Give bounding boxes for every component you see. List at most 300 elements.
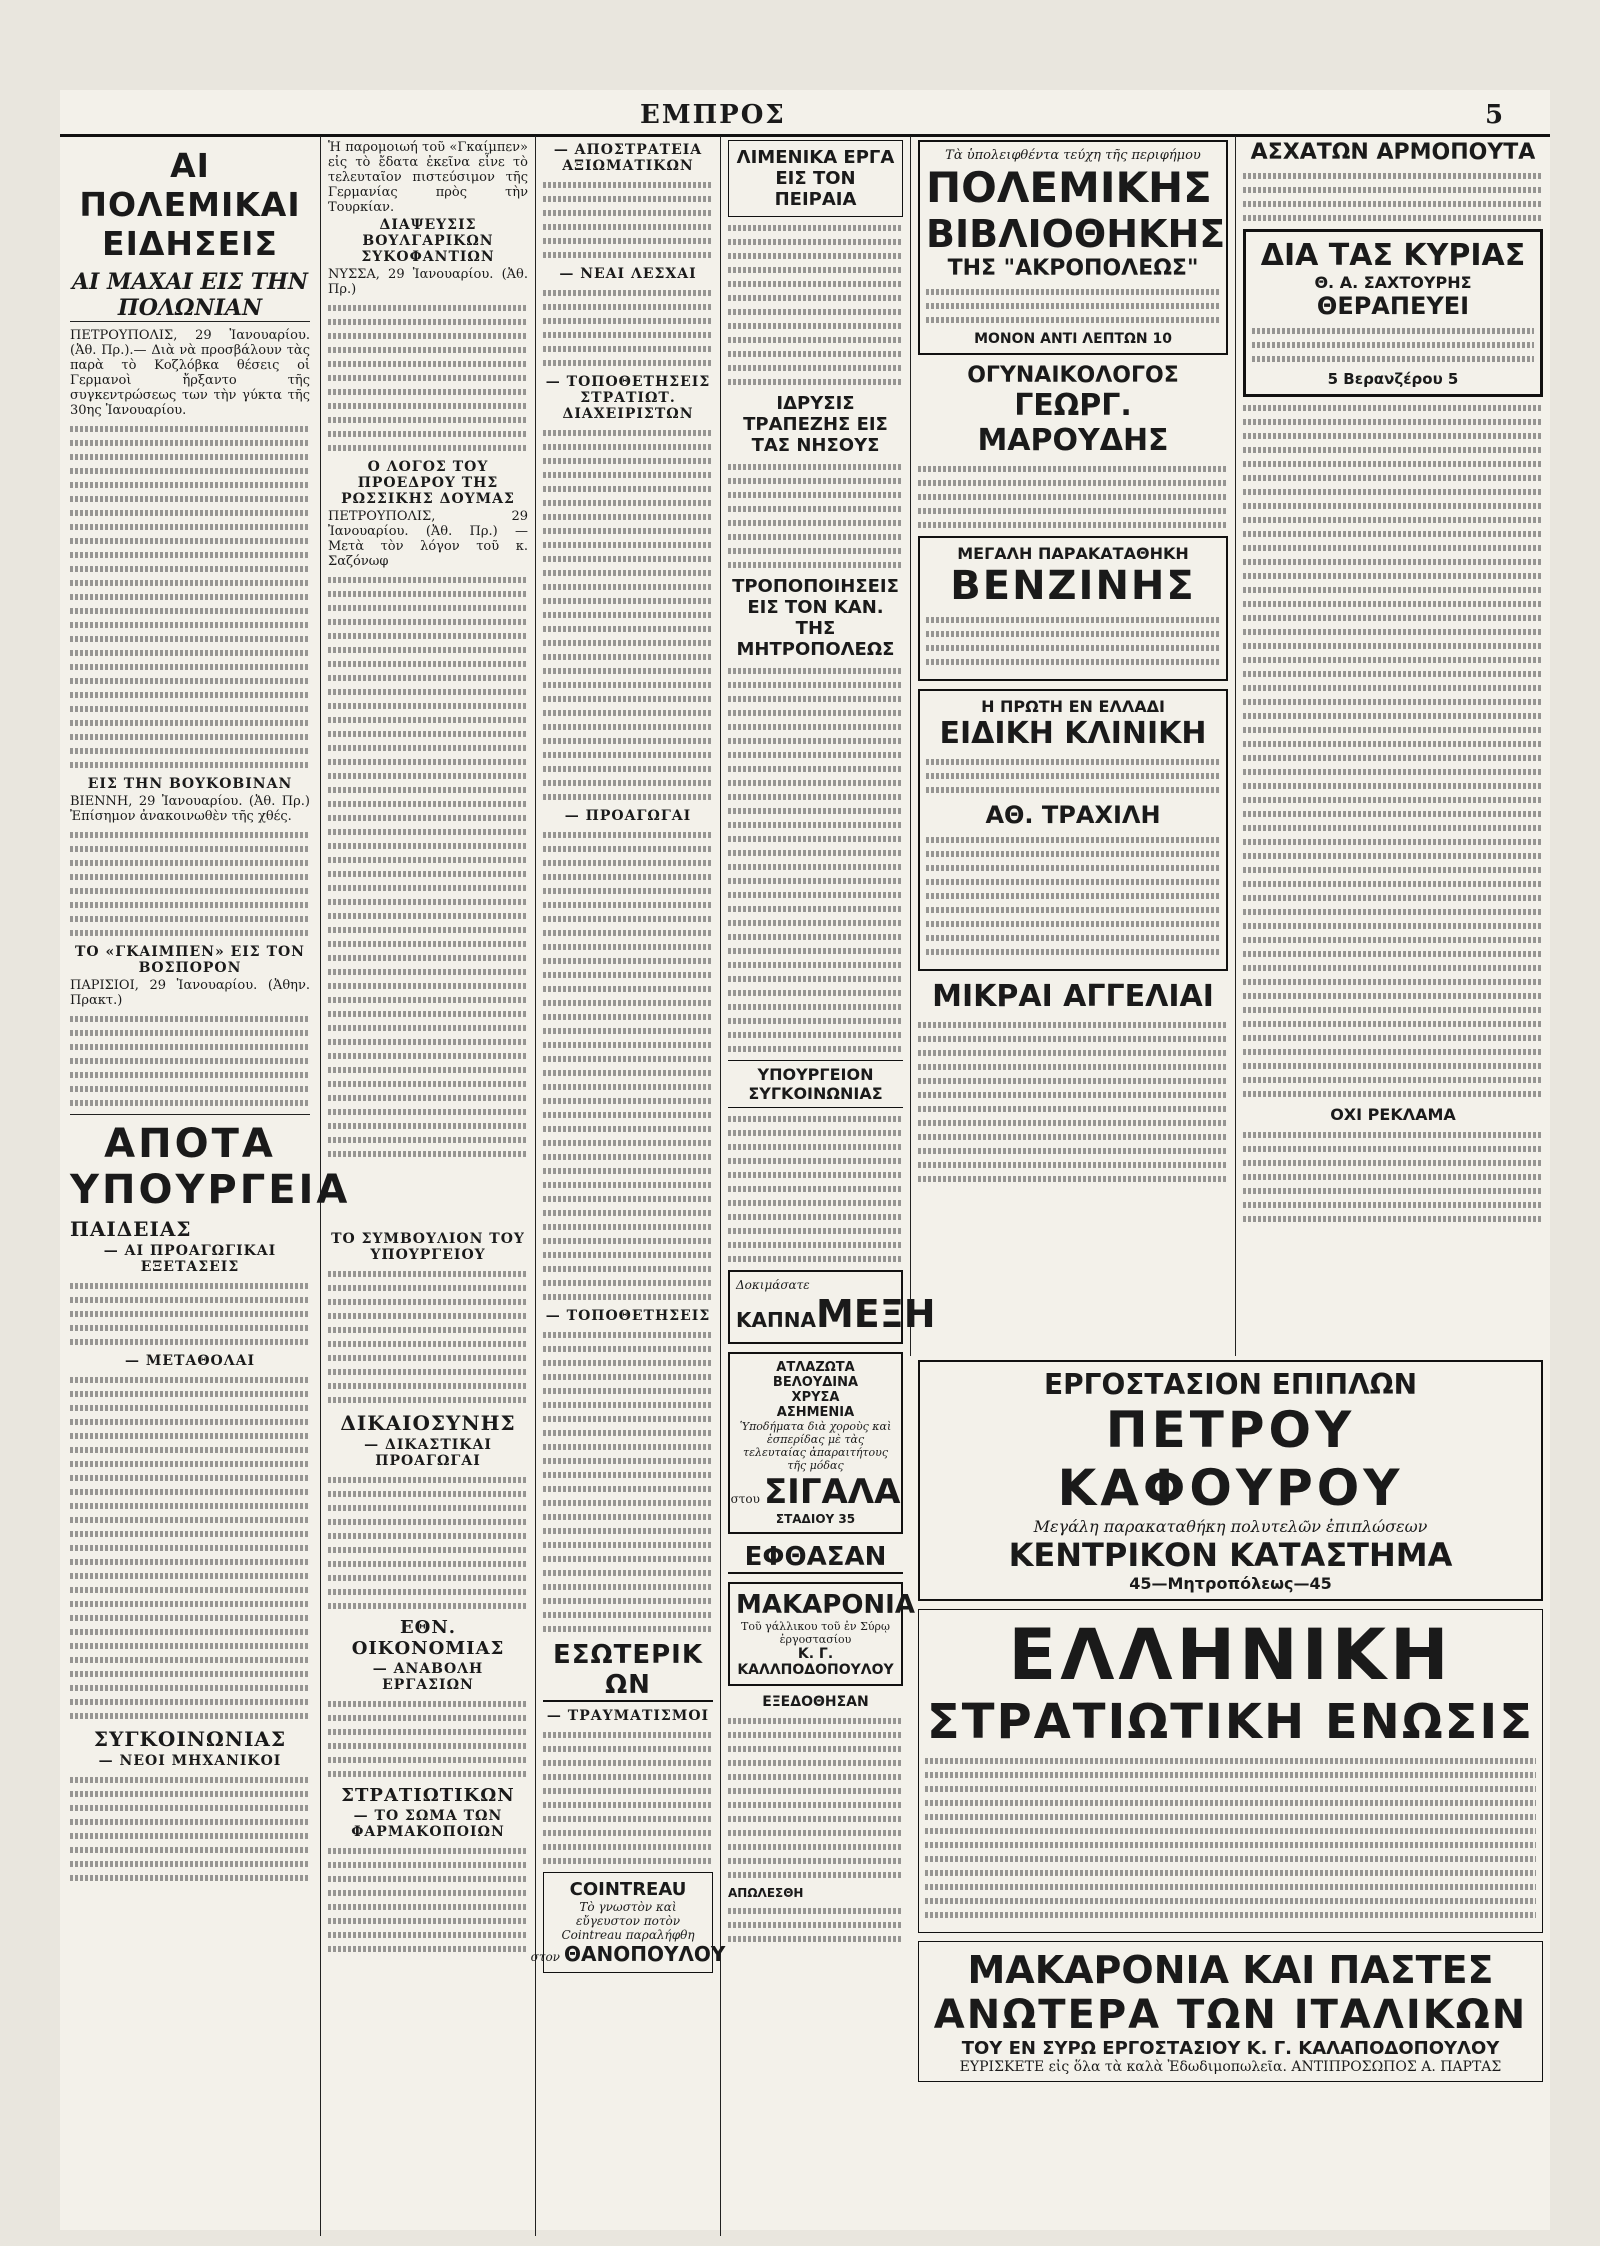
- text-line: [925, 1856, 1536, 1862]
- text-line: [328, 1477, 528, 1483]
- text-line: [728, 1158, 903, 1164]
- text-line: [728, 1830, 903, 1836]
- text-line: [328, 1932, 528, 1938]
- text-line: [728, 520, 903, 526]
- text-line: [728, 1746, 903, 1752]
- text-line: [70, 1058, 310, 1064]
- text-line: [1243, 811, 1543, 817]
- ad-text: ΚΑΠΝΑ: [736, 1308, 816, 1332]
- text-line: [1243, 783, 1543, 789]
- ad-title: ΟΧΙ ΡΕΚΛΑΜΑ: [1330, 1105, 1456, 1124]
- text-line: [925, 1758, 1536, 1764]
- text-line: [728, 562, 903, 568]
- text-line: [543, 640, 713, 646]
- shoe-ad: [728, 1352, 903, 1534]
- text-line: [925, 1772, 1536, 1778]
- text-line: [543, 794, 713, 800]
- text-line: [70, 1489, 310, 1495]
- ad-title: ΒΙΒΛΙΟΘΗΚΗΣ: [926, 212, 1226, 256]
- text-line: [543, 724, 713, 730]
- text-line: [328, 1053, 528, 1059]
- text-line: [728, 295, 903, 301]
- text-line: [728, 766, 903, 772]
- text-line: [328, 375, 528, 381]
- text-line: [1252, 328, 1534, 334]
- section-heading: ΣΥΓΚΟΙΝΩΝΙΑΣ: [93, 1727, 287, 1751]
- text-line: [925, 1814, 1536, 1820]
- article-paragraph: ΒΙΕΝΝΗ, 29 Ἰανουαρίου. (Ἀθ. Πρ.) Ἐπίσημον ἀνακοινωθὲν τῆς χθές.: [70, 794, 310, 824]
- text-line: [70, 1297, 310, 1303]
- text-line: [543, 1584, 713, 1590]
- text-line: [328, 815, 528, 821]
- text-line: [328, 1285, 528, 1291]
- text-line: [728, 850, 903, 856]
- text-line: [728, 464, 903, 470]
- text-line: [728, 1046, 903, 1052]
- text-line: [543, 290, 713, 296]
- text-line: [70, 1791, 310, 1797]
- text-line: [543, 318, 713, 324]
- text-line: [70, 1559, 310, 1565]
- text-line: [925, 1800, 1536, 1806]
- text-line: [328, 927, 528, 933]
- text-line: [543, 1168, 713, 1174]
- ad-text: Η ΠΡΩΤΗ ΕΝ ΕΛΛΑΔΙ: [981, 697, 1165, 716]
- text-line: [328, 389, 528, 395]
- text-line: [728, 1214, 903, 1220]
- text-line: [926, 907, 1220, 913]
- text-line: [543, 1294, 713, 1300]
- text-line: [918, 1078, 1228, 1084]
- text-line: [728, 478, 903, 484]
- text-line: [543, 182, 713, 188]
- text-line: [1243, 475, 1543, 481]
- text-line: [70, 1517, 310, 1523]
- divider: [70, 1114, 310, 1115]
- text-line: [728, 253, 903, 259]
- text-line: [328, 1757, 528, 1763]
- text-line: [1243, 1091, 1543, 1097]
- text-line: [70, 538, 310, 544]
- text-line: [70, 1377, 310, 1383]
- text-line: [926, 837, 1220, 843]
- text-line: [728, 281, 903, 287]
- column-6: [1243, 140, 1543, 1350]
- text-line: [70, 1643, 310, 1649]
- text-line: [1243, 657, 1543, 663]
- text-line: [543, 1732, 713, 1738]
- text-line: [543, 1014, 713, 1020]
- text-line: [543, 668, 713, 674]
- text-line: [926, 865, 1220, 871]
- subsection-heading: — ΑΠΟΣΤΡΑΤΕΙΑ ΑΞΙΩΜΑΤΙΚΩΝ: [553, 142, 703, 174]
- text-line: [543, 332, 713, 338]
- text-line: [728, 1242, 903, 1248]
- column-1: [70, 140, 351, 2230]
- text-line: [543, 1374, 713, 1380]
- text-line: [1243, 173, 1543, 179]
- ad-price: ΜΟΝΟΝ ΑΝΤΙ ΛΕΠΤΩΝ 10: [974, 331, 1172, 347]
- text-line: [543, 598, 713, 604]
- text-line: [728, 822, 903, 828]
- text-line: [728, 1172, 903, 1178]
- text-line: [1243, 895, 1543, 901]
- text-line: [328, 1519, 528, 1525]
- text-line: [543, 1210, 713, 1216]
- text-line: [1252, 356, 1534, 362]
- text-line: [728, 309, 903, 315]
- text-line: [1243, 447, 1543, 453]
- text-line: [328, 703, 528, 709]
- text-line: [543, 1844, 713, 1850]
- text-line: [728, 1802, 903, 1808]
- text-line: [328, 1729, 528, 1735]
- text-line: [543, 542, 713, 548]
- text-line: [918, 1134, 1228, 1140]
- text-line: [728, 906, 903, 912]
- text-line: [328, 689, 528, 695]
- text-line: [918, 1050, 1228, 1056]
- text-line: [328, 1397, 528, 1403]
- text-line: [1243, 545, 1543, 551]
- text-line: [728, 962, 903, 968]
- ad-text: ΕΥΡΙΣΚΕΤΕ εἰς ὅλα τὰ καλὰ Ἐδωδιμοπωλεῖα. ΑΝΤΙΠΡΟΣΩΠΟΣ Α. ΠΑΡΤΑΣ: [959, 2059, 1502, 2075]
- ad-title: COINTREAU: [569, 1879, 687, 1900]
- text-line: [328, 347, 528, 353]
- pasta-ad: [728, 1582, 915, 1686]
- ad-title: ΠΕΤΡΟΥ ΚΑΦΟΥΡΟΥ: [1057, 1401, 1404, 1517]
- text-line: [543, 930, 713, 936]
- subsection-heading: — ΠΡΟΑΓΩΓΑΙ: [564, 808, 692, 824]
- subsection-heading: — ΤΟ ΣΩΜΑ ΤΩΝ ΦΑΡΜΑΚΟΠΟΙΩΝ: [351, 1808, 505, 1840]
- clinic-ad: [918, 689, 1228, 971]
- cointreau-ad: [530, 1872, 726, 1973]
- text-line: [918, 494, 1228, 500]
- ad-text: ΑΣΗΜΕΝΙΑ: [776, 1405, 855, 1420]
- text-line: [728, 337, 903, 343]
- text-line: [328, 1137, 528, 1143]
- text-line: [918, 1064, 1228, 1070]
- text-line: [543, 1112, 713, 1118]
- text-line: [543, 986, 713, 992]
- text-line: [543, 1070, 713, 1076]
- column-4: [728, 140, 936, 2230]
- text-line: [543, 1266, 713, 1272]
- text-line: [328, 619, 528, 625]
- text-line: [543, 860, 713, 866]
- ad-title-row: [736, 1292, 936, 1336]
- text-line: [328, 361, 528, 367]
- bottom-ads: [918, 1360, 1543, 2230]
- benzine-ad: [918, 536, 1228, 681]
- text-line: [543, 1774, 713, 1780]
- text-line: [543, 1280, 713, 1286]
- text-line: [328, 1025, 528, 1031]
- text-line: [543, 710, 713, 716]
- text-line: [543, 238, 713, 244]
- text-line: [1243, 909, 1543, 915]
- text-line: [543, 874, 713, 880]
- column-rule: [720, 136, 721, 2236]
- text-line: [728, 1760, 903, 1766]
- text-line: [1243, 1049, 1543, 1055]
- text-line: [328, 333, 528, 339]
- text-line: [70, 1030, 310, 1036]
- text-line: [70, 594, 310, 600]
- text-line: [728, 892, 903, 898]
- text-line: [70, 524, 310, 530]
- text-line: [70, 1311, 310, 1317]
- column-rule: [1235, 136, 1236, 1356]
- text-line: [328, 885, 528, 891]
- text-line: [543, 1224, 713, 1230]
- text-line: [328, 1862, 528, 1868]
- section-heading: ΙΔΡΥΣΙΣ ΤΡΑΠΕΖΗΣ ΕΙΣ ΤΑΣ ΝΗΣΟΥΣ: [743, 393, 888, 456]
- text-line: [728, 1908, 903, 1914]
- ad-title: ΒΕΝΖΙΝΗΣ: [950, 563, 1196, 609]
- text-line: [1243, 461, 1543, 467]
- text-line: [926, 787, 1220, 793]
- subsection-heading: — ΑΝΑΒΟΛΗ ΕΡΓΑΣΙΩΝ: [372, 1661, 484, 1693]
- ad-text: ΤΟΥ ΕΝ ΣΥΡΩ ΕΡΓΟΣΤΑΣΙΟΥ Κ. Γ. ΚΑΛΑΠΟΔΟΠΟΥΛΟΥ: [961, 2038, 1500, 2059]
- text-line: [1243, 615, 1543, 621]
- column-rule: [910, 136, 911, 1356]
- text-line: [328, 319, 528, 325]
- text-line: [1243, 965, 1543, 971]
- text-line: [328, 305, 528, 311]
- ad-store-name: ΘΑΝΟΠΟΥΛΟΥ: [563, 1942, 726, 1966]
- text-line: [1243, 433, 1543, 439]
- text-line: [728, 1774, 903, 1780]
- ad-text: ΑΤΛΑΖΩΤΑ: [776, 1360, 855, 1375]
- ad-title: ΑΣΧΑΤΩΝ ΑΡΜΟΠΟΥΤΑ: [1250, 140, 1536, 165]
- text-line: [328, 1355, 528, 1361]
- text-line: [728, 323, 903, 329]
- text-line: [70, 916, 310, 922]
- text-line: [543, 1388, 713, 1394]
- text-line: [70, 1819, 310, 1825]
- text-line: [328, 445, 528, 451]
- text-line: [70, 1531, 310, 1537]
- section-heading: Ο ΛΟΓΟΣ ΤΟΥ ΠΡΟΕΔΡΟΥ ΤΗΣ ΡΩΣΣΙΚΗΣ ΔΟΥΜΑΣ: [341, 459, 515, 507]
- text-line: [918, 480, 1228, 486]
- text-line: [728, 1936, 903, 1942]
- text-line: [1243, 713, 1543, 719]
- text-line: [328, 969, 528, 975]
- text-line: [543, 360, 713, 366]
- text-line: [328, 1109, 528, 1115]
- ad-title: ΜΑΚΑΡΟΝΙΑ ΚΑΙ ΠΑΣΤΕΣ: [967, 1948, 1494, 1992]
- text-line: [926, 303, 1220, 309]
- text-line: [328, 1011, 528, 1017]
- text-line: [728, 1144, 903, 1150]
- text-line: [328, 1561, 528, 1567]
- text-line: [70, 1475, 310, 1481]
- text-line: [1243, 671, 1543, 677]
- text-line: [543, 1458, 713, 1464]
- text-line: [728, 724, 903, 730]
- text-line: [328, 1491, 528, 1497]
- text-line: [70, 636, 310, 642]
- text-line: [328, 1313, 528, 1319]
- text-line: [1243, 1035, 1543, 1041]
- text-line: [70, 1629, 310, 1635]
- text-line: [328, 403, 528, 409]
- text-line: [728, 225, 903, 231]
- text-line: [70, 1044, 310, 1050]
- text-line: [728, 534, 903, 540]
- text-line: [328, 1603, 528, 1609]
- text-line: [728, 836, 903, 842]
- text-line: [543, 944, 713, 950]
- text-line: [543, 1084, 713, 1090]
- text-line: [328, 1369, 528, 1375]
- text-line: [543, 486, 713, 492]
- text-line: [70, 720, 310, 726]
- text-line: [1243, 601, 1543, 607]
- ad-text: στου: [730, 1492, 760, 1506]
- text-line: [1243, 741, 1543, 747]
- text-line: [728, 808, 903, 814]
- text-line: [543, 430, 713, 436]
- text-line: [926, 617, 1220, 623]
- text-line: [1243, 699, 1543, 705]
- text-line: [328, 1039, 528, 1045]
- text-line: [543, 1746, 713, 1752]
- text-line: [926, 935, 1220, 941]
- text-line: [1243, 923, 1543, 929]
- text-line: [1243, 559, 1543, 565]
- text-line: [543, 1332, 713, 1338]
- text-line: [1243, 951, 1543, 957]
- ad-title: ΘΕΡΑΠΕΥΕΙ: [1316, 292, 1470, 320]
- ad-text: Κ. Γ. ΚΑΛΛΠΟΔΟΠΟΥΛΟΥ: [737, 1646, 894, 1678]
- text-line: [728, 794, 903, 800]
- text-line: [70, 860, 310, 866]
- section-heading: ΤΟ «ΓΚΑΙΜΠΕΝ» ΕΙΣ ΤΟΝ ΒΟΣΠΟΡΟΝ: [75, 944, 305, 976]
- text-line: [728, 668, 903, 674]
- text-line: [328, 955, 528, 961]
- text-line: [728, 379, 903, 385]
- text-line: [70, 1671, 310, 1677]
- text-line: [543, 1598, 713, 1604]
- ad-text: ΕΡΓΟΣΤΑΣΙΟΝ ΕΠΙΠΛΩΝ: [1043, 1368, 1418, 1401]
- text-line: [543, 780, 713, 786]
- text-line: [1243, 685, 1543, 691]
- section-heading: ΤΟ ΣΥΜΒΟΥΛΙΟΝ ΤΟΥ ΥΠΟΥΡΓΕΙΟΥ: [331, 1231, 525, 1263]
- ad-text: ΣΤΑΔΙΟΥ 35: [775, 1512, 856, 1526]
- text-line: [728, 1858, 903, 1864]
- text-line: [543, 556, 713, 562]
- text-line: [328, 717, 528, 723]
- article-paragraph: ΠΑΡΙΣΙΟΙ, 29 Ἰανουαρίου. (Ἀθην. Πρακτ.): [70, 978, 310, 1008]
- text-line: [925, 1884, 1536, 1890]
- ad-title: ΓΕΩΡΓ. ΜΑΡΟΥΔΗΣ: [977, 388, 1169, 458]
- text-line: [70, 1777, 310, 1783]
- section-heading: ΠΑΙΔΕΙΑΣ: [70, 1217, 192, 1241]
- text-line: [543, 1570, 713, 1576]
- text-line: [543, 500, 713, 506]
- text-line: [328, 1848, 528, 1854]
- section-heading: ΥΠΟΥΡΓΕΙΟΝ ΣΥΓΚΟΙΝΩΝΙΑΣ: [728, 1060, 903, 1108]
- ad-title: ΟΓΥΝΑΙΚΟΛΟΓΟΣ: [967, 363, 1179, 388]
- text-line: [1243, 1077, 1543, 1083]
- text-line: [328, 1918, 528, 1924]
- article-paragraph: Ἡ παρομοιωή τοῦ «Γκαίμπεν» εἰς τὸ ἔδατα ἐκεῖνα εἶνε τὸ τελευταῖον πιστεύσιμον τῆς Γερμανίας πρὸς τὴν Τουρκίαν.: [328, 140, 528, 215]
- text-line: [1243, 825, 1543, 831]
- subsection-heading: — ΑΙ ΠΡΟΑΓΩΓΙΚΑΙ ΕΞΕΤΑΣΕΙΣ: [103, 1243, 277, 1275]
- section-heading: ΔΙΚΑΙΟΣΥΝΗΣ: [340, 1411, 516, 1435]
- text-line: [543, 696, 713, 702]
- ad-title: ΔΙΑ ΤΑΣ ΚΥΡΙΑΣ: [1260, 238, 1526, 273]
- text-line: [543, 1238, 713, 1244]
- text-line: [728, 267, 903, 273]
- text-line: [70, 888, 310, 894]
- article-paragraph: ΠΕΤΡΟΥΠΟΛΙΣ, 29 Ἰανουαρίου. (Ἀθ. Πρ.).— Διὰ νὰ προσβάλουν τὰς παρὰ τὸ Κοζλόβκα θέσεις οἱ Γερμανοὶ ἤρξαντο τῆς συγκεντρώσεως των τὴν γύκτα τῆς 30ης Ἰανουαρίου.: [70, 328, 310, 418]
- section-heading: ΜΙΚΡΑΙ ΑΓΓΕΛΙΑΙ: [932, 979, 1214, 1014]
- text-line: [543, 1098, 713, 1104]
- text-line: [543, 1154, 713, 1160]
- text-line: [1243, 993, 1543, 999]
- text-line: [328, 1299, 528, 1305]
- text-line: [70, 580, 310, 586]
- text-line: [328, 1327, 528, 1333]
- text-line: [70, 1545, 310, 1551]
- ad-store: [530, 1942, 726, 1966]
- text-line: [728, 506, 903, 512]
- article-box: [728, 140, 903, 217]
- text-line: [543, 958, 713, 964]
- text-line: [1243, 215, 1543, 221]
- text-line: [70, 1573, 310, 1579]
- text-line: [1243, 587, 1543, 593]
- text-line: [918, 1148, 1228, 1154]
- ad-title: ΑΘ. ΤΡΑΧΙΛΗ: [985, 801, 1161, 829]
- text-line: [543, 766, 713, 772]
- text-line: [918, 1092, 1228, 1098]
- text-line: [70, 678, 310, 684]
- text-line: [70, 566, 310, 572]
- text-line: [328, 1123, 528, 1129]
- text-line: [1243, 1021, 1543, 1027]
- text-line: [728, 878, 903, 884]
- text-line: [918, 1022, 1228, 1028]
- text-line: [70, 608, 310, 614]
- text-line: [543, 1500, 713, 1506]
- text-line: [543, 888, 713, 894]
- text-line: [728, 1718, 903, 1724]
- text-line: [543, 1196, 713, 1202]
- text-line: [543, 902, 713, 908]
- column-rule: [535, 136, 536, 2236]
- text-line: [328, 1946, 528, 1952]
- text-line: [70, 454, 310, 460]
- text-line: [543, 1830, 713, 1836]
- text-line: [70, 440, 310, 446]
- ad-text: Τοῦ γάλλικου τοῦ ἐν Σύρῳ ἐργοστασίου: [741, 1620, 890, 1646]
- text-line: [918, 1176, 1228, 1182]
- text-line: [543, 654, 713, 660]
- text-line: [918, 1106, 1228, 1112]
- text-line: [543, 444, 713, 450]
- text-line: [70, 1503, 310, 1509]
- text-line: [328, 1383, 528, 1389]
- ministries-headline: ΑΠΟΤΑ ΥΠΟΥΡΓΕΙΑ: [70, 1121, 351, 1213]
- text-line: [728, 780, 903, 786]
- text-line: [1243, 755, 1543, 761]
- text-line: [1243, 1132, 1543, 1138]
- text-line: [918, 1162, 1228, 1168]
